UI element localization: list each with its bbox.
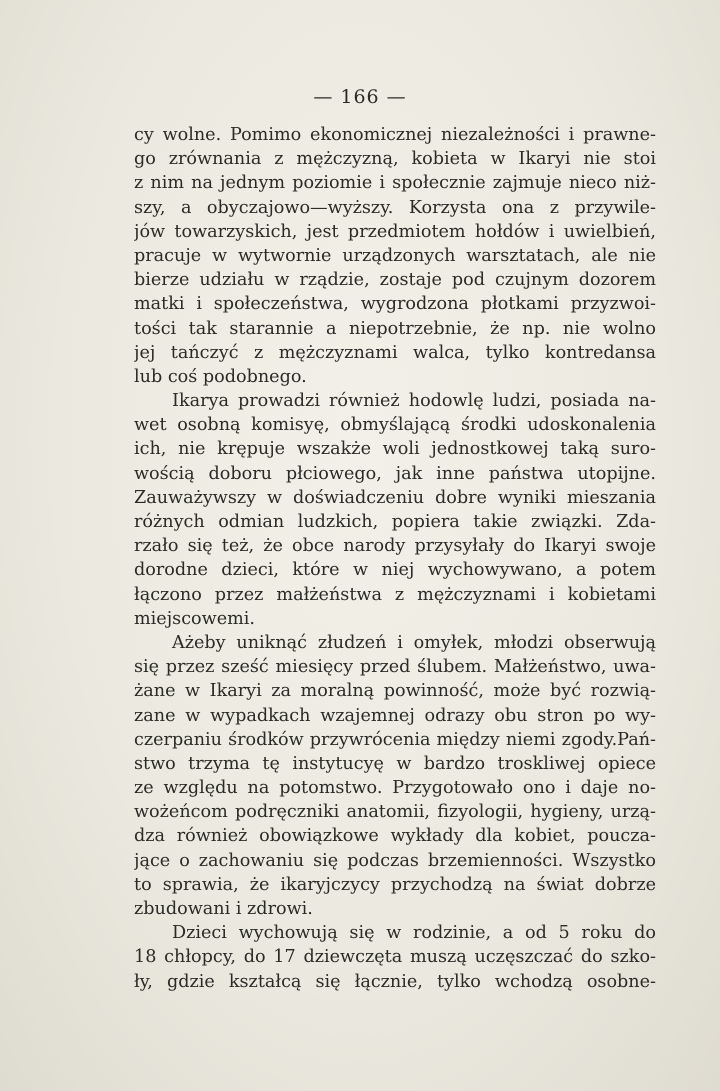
text-line: Zauważywszy w doświadczeniu dobre wyniki mieszania [134,487,656,508]
text-line: pracuje w wytwornie urządzonych warsztatach, ale nie [134,245,656,266]
text-line: wet osobną komisyę, obmyślającą środki udoskonalenia [134,415,656,436]
text-line: 18 chłopcy, do 17 dziewczęta muszą uczęszczać do szko- [134,947,656,968]
text-line: lub coś podobnego. [134,366,307,387]
text-line: cy wolne. Pomimo ekonomicznej niezależności i prawne- [134,125,656,145]
text-line: zbudowani i zdrowi. [134,899,313,919]
text-line: tości tak starannie a niepotrzebnie, że np. nie wolno [134,318,656,339]
text-line: ich, nie krępuje wszakże woli jednostkowej taką suro- [134,439,656,460]
text-line: ły, gdzie kształcą się łącznie, tylko wchodzą osobne- [134,971,656,992]
text-line: wożeńcom podręczniki anatomii, fizyologii, hygieny, urzą- [134,802,656,823]
text-line: to sprawia, że ikaryjczycy przychodzą na świat dobrze [134,874,656,895]
text-line: stwo trzyma tę instytucyę w bardzo troskliwej opiece [134,753,656,774]
text-line: się przez sześć miesięcy przed ślubem. Małżeństwo, uwa- [134,657,656,678]
text-line: jej tańczyć z mężczyznami walca, tylko kontredansa [134,342,656,363]
text-line: wością doboru płciowego, jak inne państwa utopijne. [134,463,656,484]
text-line: bierze udziału w rządzie, zostaje pod czujnym dozorem [134,270,656,291]
text-line: jące o zachowaniu się podczas brzemienności. Wszystko [134,850,656,871]
text-line: Ażeby uniknąć złudzeń i omyłek, młodzi obserwują [172,632,656,653]
text-line: z nim na jednym poziomie i społecznie zajmuje nieco niż- [134,173,656,194]
text-line: ze względu na potomstwo. Przygotowało ono i daje no- [134,778,656,799]
text-line: różnych odmian ludzkich, popiera takie związki. Zda- [134,512,656,532]
page-number: — 166 — [313,86,407,108]
text-line: miejscowemi. [134,608,256,629]
body-text [134,123,656,994]
text-line: łączono przez małżeństwa z mężczyznami i kobietami [134,584,656,605]
text-line: czerpaniu środków przywrócenia między niemi zgody.Pań- [134,729,656,750]
text-line: Dzieci wychowują się w rodzinie, a od 5 roku do [172,923,656,944]
text-line: go zrównania z mężczyzną, kobieta w Ikaryi nie stoi [134,149,656,170]
text-line: rzało się też, że obce narody przysyłały do Ikaryi swoje [134,536,656,557]
text-line: jów towarzyskich, jest przedmiotem hołdów i uwielbień, [134,221,656,242]
text-line: dza również obowiązkowe wykłady dla kobiet, poucza- [134,826,656,847]
text-line: dorodne dzieci, które w niej wychowywano, a potem [134,560,656,581]
text-line: szy, a obyczajowo—wyższy. Korzysta ona z przywile- [134,197,656,218]
text-line: zane w wypadkach wzajemnej odrazy obu stron po wy- [134,705,656,726]
text-line: żane w Ikaryi za moralną powinność, może być rozwią- [134,681,656,702]
text-line: Ikarya prowadzi również hodowlę ludzi, posiada na- [172,391,656,412]
text-line: matki i społeczeństwa, wygrodzona płotkami przyzwoi- [134,294,656,315]
